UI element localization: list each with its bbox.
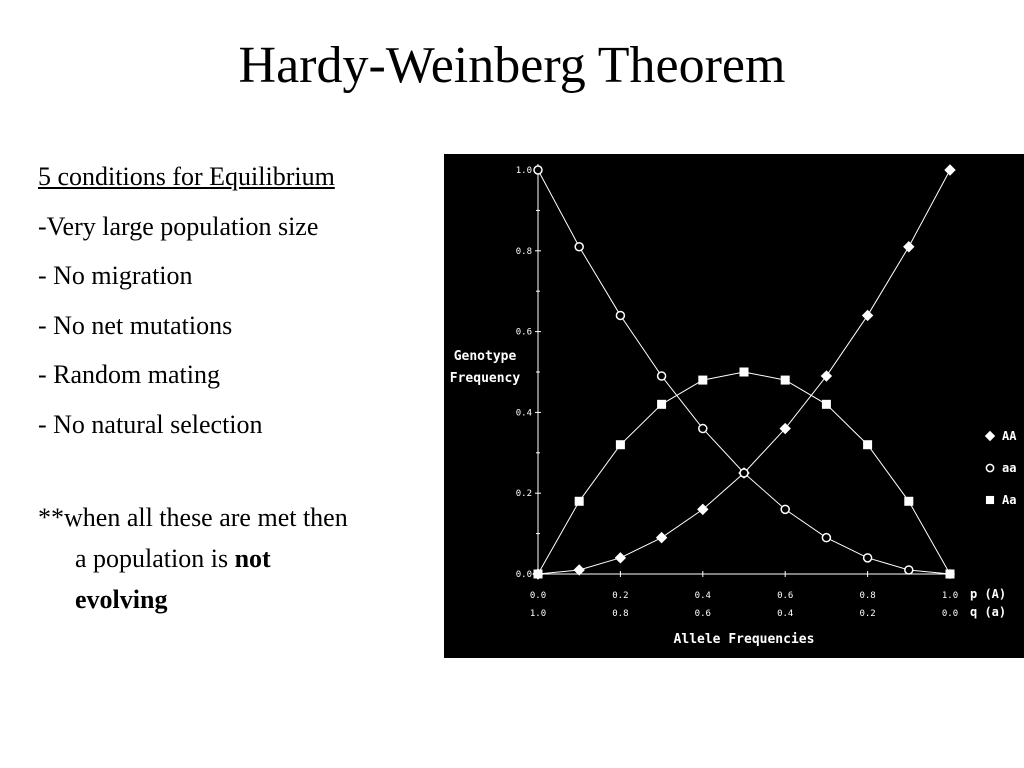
series-aa-marker-diamond [657,533,667,543]
conditions-heading: 5 conditions for Equilibrium [38,162,335,191]
legend-aa-marker [986,464,993,471]
series-aa-marker-circle [658,372,666,380]
series-aa-marker-circle [864,554,872,562]
series-aa-marker-square [781,376,790,385]
y-tick-label: 0.6 [515,327,532,338]
series-aa-marker-diamond [863,310,873,320]
legend-aa-label: Aa [1002,493,1017,507]
series-aa-marker-circle [822,534,830,542]
x-tick-label: 0.8 [859,591,876,601]
y-tick-label: 1.0 [515,166,532,176]
y-tick-label: 0.8 [515,246,532,257]
legend-aa-label: aa [1002,461,1017,475]
x-row-label: q (a) [970,605,1007,619]
x-tick-label: 0.0 [941,609,959,619]
x-tick-label: 1.0 [529,609,547,619]
series-aa-marker-square [616,440,625,449]
series-aa-marker-square [698,376,707,385]
genotype-frequency-chart [444,154,1024,658]
x-row-label: p (A) [970,587,1007,601]
x-tick-label: 0.0 [529,591,547,601]
condition-item-population-size: -Very large population size [38,211,319,241]
note-bold-not: not [234,544,271,573]
series-aa-marker-square [904,497,913,506]
chart-svg [444,154,1024,658]
note-line-2 [38,538,448,579]
series-aa-marker-diamond [574,565,584,575]
condition-item-selection: - No natural selection [38,409,263,439]
series-aa-marker-square [863,440,872,449]
note-line-3 [38,579,448,620]
condition-item-mating: - Random mating [38,360,220,389]
conditions-list [38,152,448,449]
legend-aa-label: AA [1002,429,1017,443]
x-tick-label: 0.6 [777,591,794,601]
series-aa-marker-diamond [821,371,831,381]
series-aa-marker-circle [740,469,748,477]
series-aa-marker-diamond [904,242,914,252]
series-aa-marker-circle [781,505,789,513]
note-line-1: **when all these are met then [38,503,348,532]
y-axis-title: Genotype [453,349,517,364]
condition-item-mutations: - No net mutations [38,310,233,340]
series-aa-marker-circle [699,425,707,433]
y-axis-title: Frequency [449,371,521,386]
series-aa-marker-square [534,570,543,579]
x-tick-label: 0.2 [612,591,629,601]
x-tick-label: 1.0 [941,591,959,601]
series-aa-marker-square [822,400,831,409]
x-tick-label: 0.4 [777,609,794,619]
y-tick-label: 0.2 [515,489,532,500]
series-aa-marker-diamond [615,553,625,563]
series-aa-marker-circle [575,243,583,251]
slide-title: Hardy-Weinberg Theorem [238,37,786,94]
x-tick-label: 0.8 [612,609,629,619]
y-tick-label: 0.4 [515,408,532,419]
x-tick-label: 0.6 [694,609,711,619]
condition-item-migration: - No migration [38,261,193,290]
series-aa-marker-square [657,400,666,409]
series-aa-marker-circle [534,166,542,174]
series-aa-marker-circle [905,566,913,574]
y-tick-label: 0.0 [515,570,532,580]
note-bold-evolving: evolving [75,585,168,614]
equilibrium-note [38,497,448,620]
series-aa-marker-diamond [945,165,955,175]
series-aa-marker-circle [616,311,624,319]
series-aa-marker-square [946,570,955,579]
series-aa-marker-square [740,368,749,377]
x-axis-title: Allele Frequencies [673,632,815,647]
note-text: a population is [75,544,235,573]
x-tick-label: 0.4 [694,591,711,601]
legend-aa-marker [986,496,994,504]
legend-aa-marker [986,432,995,441]
series-aa-marker-square [575,497,584,506]
x-tick-label: 0.2 [859,609,876,619]
